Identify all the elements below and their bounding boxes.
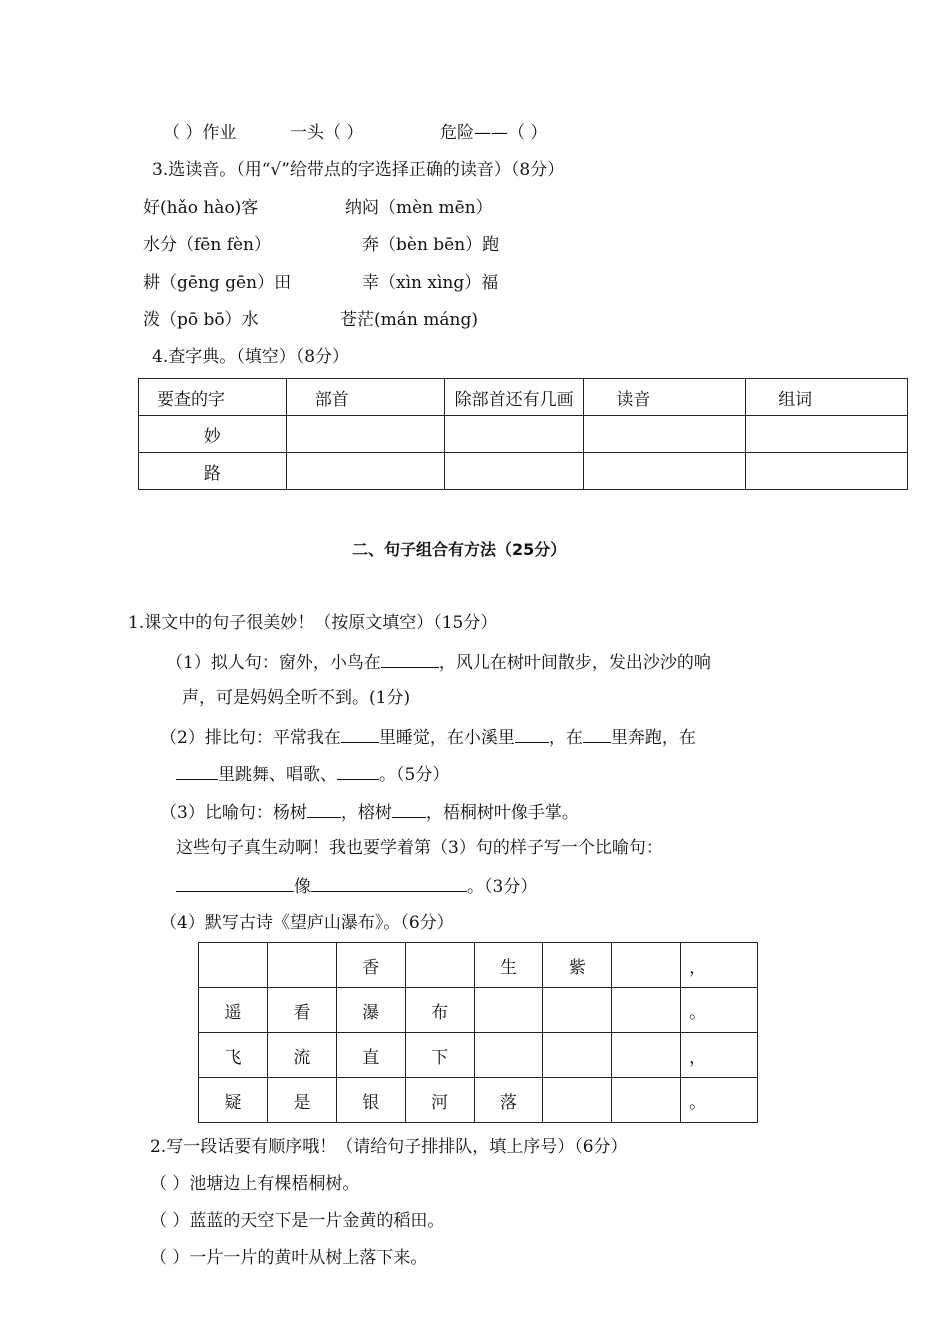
char-cell: 路	[139, 453, 287, 490]
s1-p1-line1: （1）拟人句：窗外，小鸟在 ，风儿在树叶间散步，发出沙沙的响	[166, 649, 711, 675]
header-cell: 除部首还有几画	[444, 379, 584, 416]
q3-item: 泼（pō bō）水	[143, 310, 259, 330]
q3-item: 好(hǎo hào)客	[143, 198, 259, 218]
s1-p1-line2: 声，可是妈妈全听不到。(1分)	[182, 688, 411, 708]
table-row	[139, 453, 908, 490]
poem-cell[interactable]: 瀑	[336, 988, 405, 1033]
answer-cell[interactable]	[444, 453, 584, 490]
poem-row	[199, 1033, 758, 1078]
poem-cell[interactable]: 看	[267, 988, 336, 1033]
poem-row	[199, 943, 758, 988]
poem-cell[interactable]	[543, 1033, 612, 1078]
poem-cell[interactable]: 银	[336, 1078, 405, 1123]
s2-title: 2.写一段话要有顺序哦！（请给句子排排队，填上序号）（6分）	[150, 1137, 628, 1157]
poem-cell[interactable]: 直	[336, 1033, 405, 1078]
poem-cell[interactable]: 。	[681, 1078, 758, 1123]
blank[interactable]	[311, 873, 467, 892]
poem-cell[interactable]: 遥	[199, 988, 268, 1033]
table-row	[139, 416, 908, 453]
poem-cell[interactable]	[199, 943, 268, 988]
blank[interactable]	[176, 873, 294, 892]
poem-cell[interactable]: 落	[474, 1078, 543, 1123]
dictionary-table	[138, 378, 908, 490]
poem-cell[interactable]	[267, 943, 336, 988]
top-line-item-1: （ ）作业	[163, 123, 237, 143]
poem-cell[interactable]	[543, 988, 612, 1033]
poem-cell[interactable]	[612, 1033, 681, 1078]
s1-p3-line3: 像 。（3分）	[176, 873, 537, 899]
order-item[interactable]: （ ）蓝蓝的天空下是一片金黄的稻田。	[150, 1211, 445, 1231]
poem-cell[interactable]: 下	[405, 1033, 474, 1078]
q3-item: 耕（gēng gēn）田	[143, 273, 292, 293]
poem-cell[interactable]: 流	[267, 1033, 336, 1078]
q3-title: 3.选读音。（用“√”给带点的字选择正确的读音）（8分）	[152, 160, 565, 180]
blank[interactable]	[515, 724, 549, 743]
poem-cell[interactable]: ，	[681, 1033, 758, 1078]
poem-cell[interactable]	[474, 988, 543, 1033]
section-title: 二、句子组合有方法（25分）	[352, 540, 567, 559]
poem-row	[199, 1078, 758, 1123]
header-cell: 要查的字	[139, 379, 287, 416]
s1-title: 1.课文中的句子很美妙！（按原文填空）（15分）	[128, 613, 498, 633]
poem-cell[interactable]: 紫	[543, 943, 612, 988]
answer-cell[interactable]	[444, 416, 584, 453]
blank[interactable]	[341, 724, 379, 743]
answer-cell[interactable]	[746, 416, 908, 453]
poem-cell[interactable]	[474, 1033, 543, 1078]
blank[interactable]	[392, 799, 426, 818]
s1-p4-title: （4）默写古诗《望庐山瀑布》。（6分）	[160, 913, 454, 933]
answer-cell[interactable]	[286, 453, 444, 490]
poem-cell[interactable]: 疑	[199, 1078, 268, 1123]
blank[interactable]	[337, 761, 379, 780]
poem-cell[interactable]: ，	[681, 943, 758, 988]
poem-cell[interactable]: 是	[267, 1078, 336, 1123]
poem-cell[interactable]: 河	[405, 1078, 474, 1123]
poem-cell[interactable]	[405, 943, 474, 988]
order-item[interactable]: （ ）一片一片的黄叶从树上落下来。	[150, 1248, 428, 1268]
q3-item: 纳闷（mèn mēn）	[345, 198, 493, 218]
poem-cell[interactable]: 布	[405, 988, 474, 1033]
poem-cell[interactable]: 。	[681, 988, 758, 1033]
header-cell: 部首	[286, 379, 444, 416]
answer-cell[interactable]	[286, 416, 444, 453]
answer-cell[interactable]	[746, 453, 908, 490]
poem-cell[interactable]	[543, 1078, 612, 1123]
char-cell: 妙	[139, 416, 287, 453]
order-item[interactable]: （ ）池塘边上有棵梧桐树。	[150, 1174, 360, 1194]
q4-title: 4.查字典。（填空）（8分）	[152, 347, 350, 367]
top-line-item-3: 危险——（ ）	[440, 123, 548, 143]
poem-cell[interactable]	[612, 943, 681, 988]
q3-item: 水分（fēn fèn）	[143, 235, 272, 255]
header-cell: 读音	[584, 379, 746, 416]
header-cell: 组词	[746, 379, 908, 416]
q3-item: 奔（bèn bēn）跑	[362, 235, 500, 255]
s1-p2-line2: 里跳舞、唱歌、 。（5分）	[176, 761, 449, 787]
poem-cell[interactable]	[612, 988, 681, 1033]
q3-item: 苍茫(mán máng)	[340, 310, 478, 330]
table-header-row	[139, 379, 908, 416]
s1-p3-line2: 这些句子真生动啊！我也要学着第（3）句的样子写一个比喻句：	[176, 838, 663, 858]
poem-grid	[198, 942, 758, 1123]
poem-row	[199, 988, 758, 1033]
blank[interactable]	[307, 799, 341, 818]
poem-cell[interactable]: 香	[336, 943, 405, 988]
answer-cell[interactable]	[584, 453, 746, 490]
blank[interactable]	[381, 649, 439, 668]
blank[interactable]	[583, 724, 611, 743]
poem-cell[interactable]: 生	[474, 943, 543, 988]
top-line-item-2: 一头（ ）	[290, 123, 364, 143]
poem-cell[interactable]: 飞	[199, 1033, 268, 1078]
poem-cell[interactable]	[612, 1078, 681, 1123]
answer-cell[interactable]	[584, 416, 746, 453]
s1-p3-line1: （3）比喻句：杨树 ，榕树 ，梧桐树叶像手掌。	[160, 799, 579, 825]
s1-p2-line1: （2）排比句：平常我在 里睡觉，在小溪里 ，在 里奔跑，在	[160, 724, 696, 750]
q3-item: 幸（xìn xìng）福	[362, 273, 499, 293]
blank[interactable]	[176, 761, 218, 780]
